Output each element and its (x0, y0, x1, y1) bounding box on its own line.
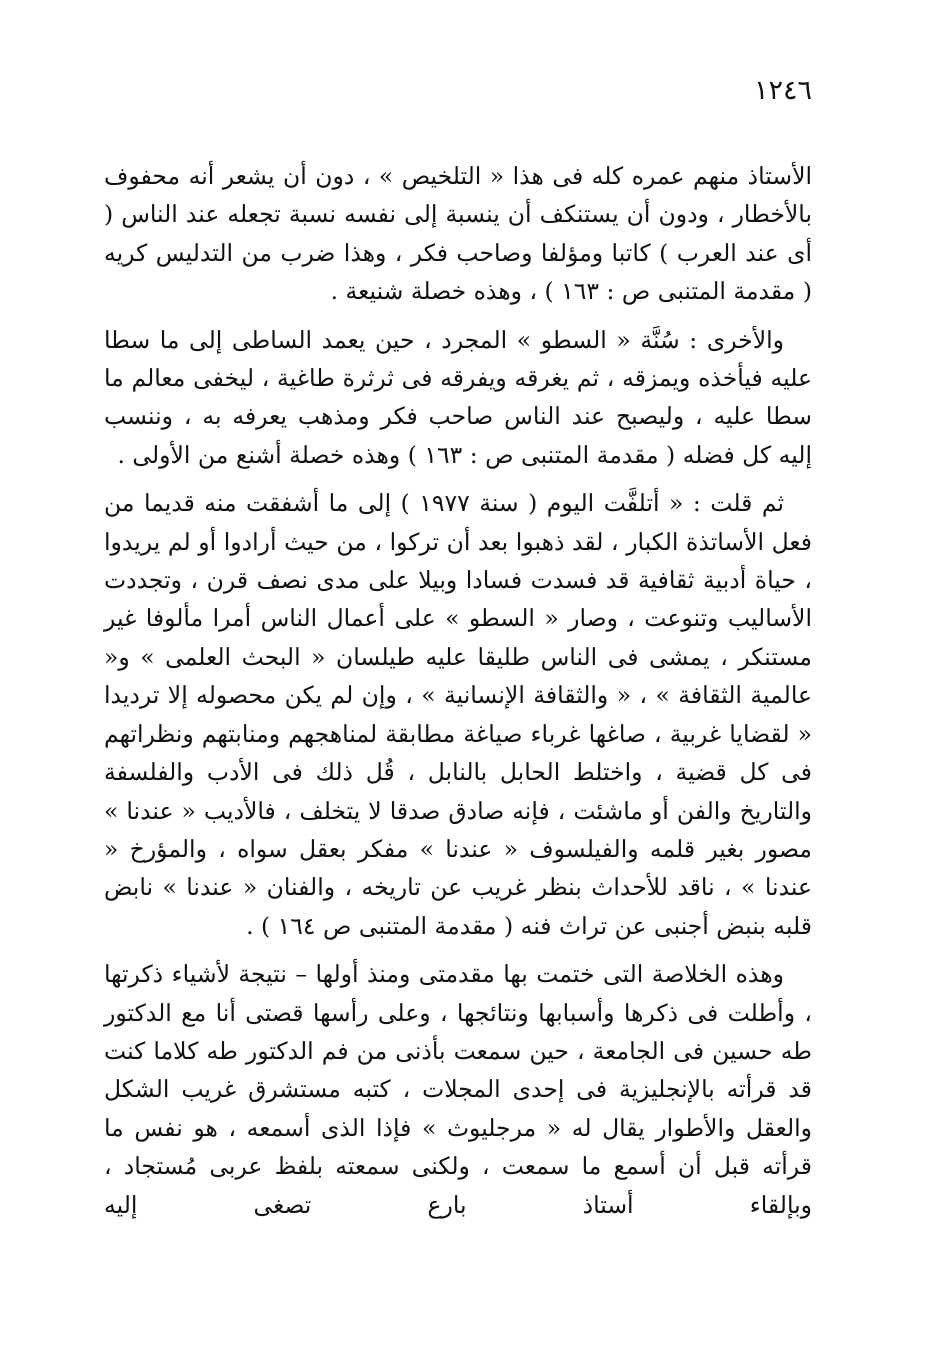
paragraph: والأخرى : سُنَّة « السطو » المجرد ، حين يعمد الساطى إلى ما سطا عليه فيأخذه ويمزقه ، ثم يغرقه ويفرقه فى ثرثرة طاغية ، ليخفى معالم ما سطا عليه ، وليصبح عند الناس صاحب فكر ومذهب يعرفه به ، وننسب إليه كل فضله ( مقدمة المتنبى ص : ١٦٣ ) وهذه خصلة أشنع من الأولى . (104, 325, 812, 469)
body-text (104, 157, 812, 1234)
page-number: ١٢٤٦ (753, 75, 812, 106)
paragraph: وهذه الخلاصة التى ختمت بها مقدمتى ومنذ أولها – نتيجة لأشياء ذكرتها ، وأطلت فى ذكرها وأسبابها ونتائجها ، وعلى رأسها قصتى أنا مع الدكتور طه حسين فى الجامعة ، حين سمعت بأذنى من فم الدكتور طه كلاما كنت قد قرأته بالإنجليزية فى إحدى المجلات ، كتبه مستشرق غريب الشكل والعقل والأطوار يقال له « مرجليوث » فإذا الذى أسمعه ، هو نفس ما قرأته قبل أن أسمع ما سمعت ، ولكنى سمعته بلفظ عربى مُستجاد ، وبإلقاء أستاذ بارع تصغى إليه (104, 960, 812, 1219)
paragraph: الأستاذ منهم عمره كله فى هذا « التلخيص » ، دون أن يشعر أنه محفوف بالأخطار ، ودون أن يستنكف أن ينسبة إلى نفسه نسبة تجعله عند الناس ( أى عند العرب ) كاتبا ومؤلفا وصاحب فكر ، وهذا ضرب من التدليس كريه ( مقدمة المتنبى ص : ١٦٣ ) ، وهذه خصلة شنيعة . (104, 162, 812, 306)
paragraph: ثم قلت : « أتلفَّت اليوم ( سنة ١٩٧٧ ) إلى ما أشفقت منه قديما من فعل الأساتذة الكبار ، لقد ذهبوا بعد أن تركوا ، من حيث أرادوا أو لم يريدوا ، حياة أدبية ثقافية قد فسدت فسادا وبيلا على مدى نصف قرن ، وتجددت الأساليب وتنوعت ، وصار « السطو » على أعمال الناس أمرا مألوفا غير مستنكر ، يمشى فى الناس طليقا عليه طيلسان « البحث العلمى » و« عالمية الثقافة » ، « والثقافة الإنسانية » ، وإن لم يكن محصوله إلا ترديدا « لقضايا غربية ، صاغها غرباء صياغة مطابقة لمناهجهم ومنابتهم ونظراتهم فى كل قضية ، واختلط الحابل بالنابل ، قُل ذلك فى الأدب والفلسفة والتاريخ والفن أو ماشئت ، فإنه صادق صدقا لا يتخلف ، فالأديب « عندنا » مصور بغير قلمه والفيلسوف « عندنا » مفكر بعقل سواه ، والمؤرخ « عندنا » ، ناقد للأحداث بنظر غريب عن تاريخه ، والفنان « عندنا » نابض قلبه بنبض أجنبى عن تراث فنه ( مقدمة المتنبى ص ١٦٤ ) . (104, 489, 812, 940)
